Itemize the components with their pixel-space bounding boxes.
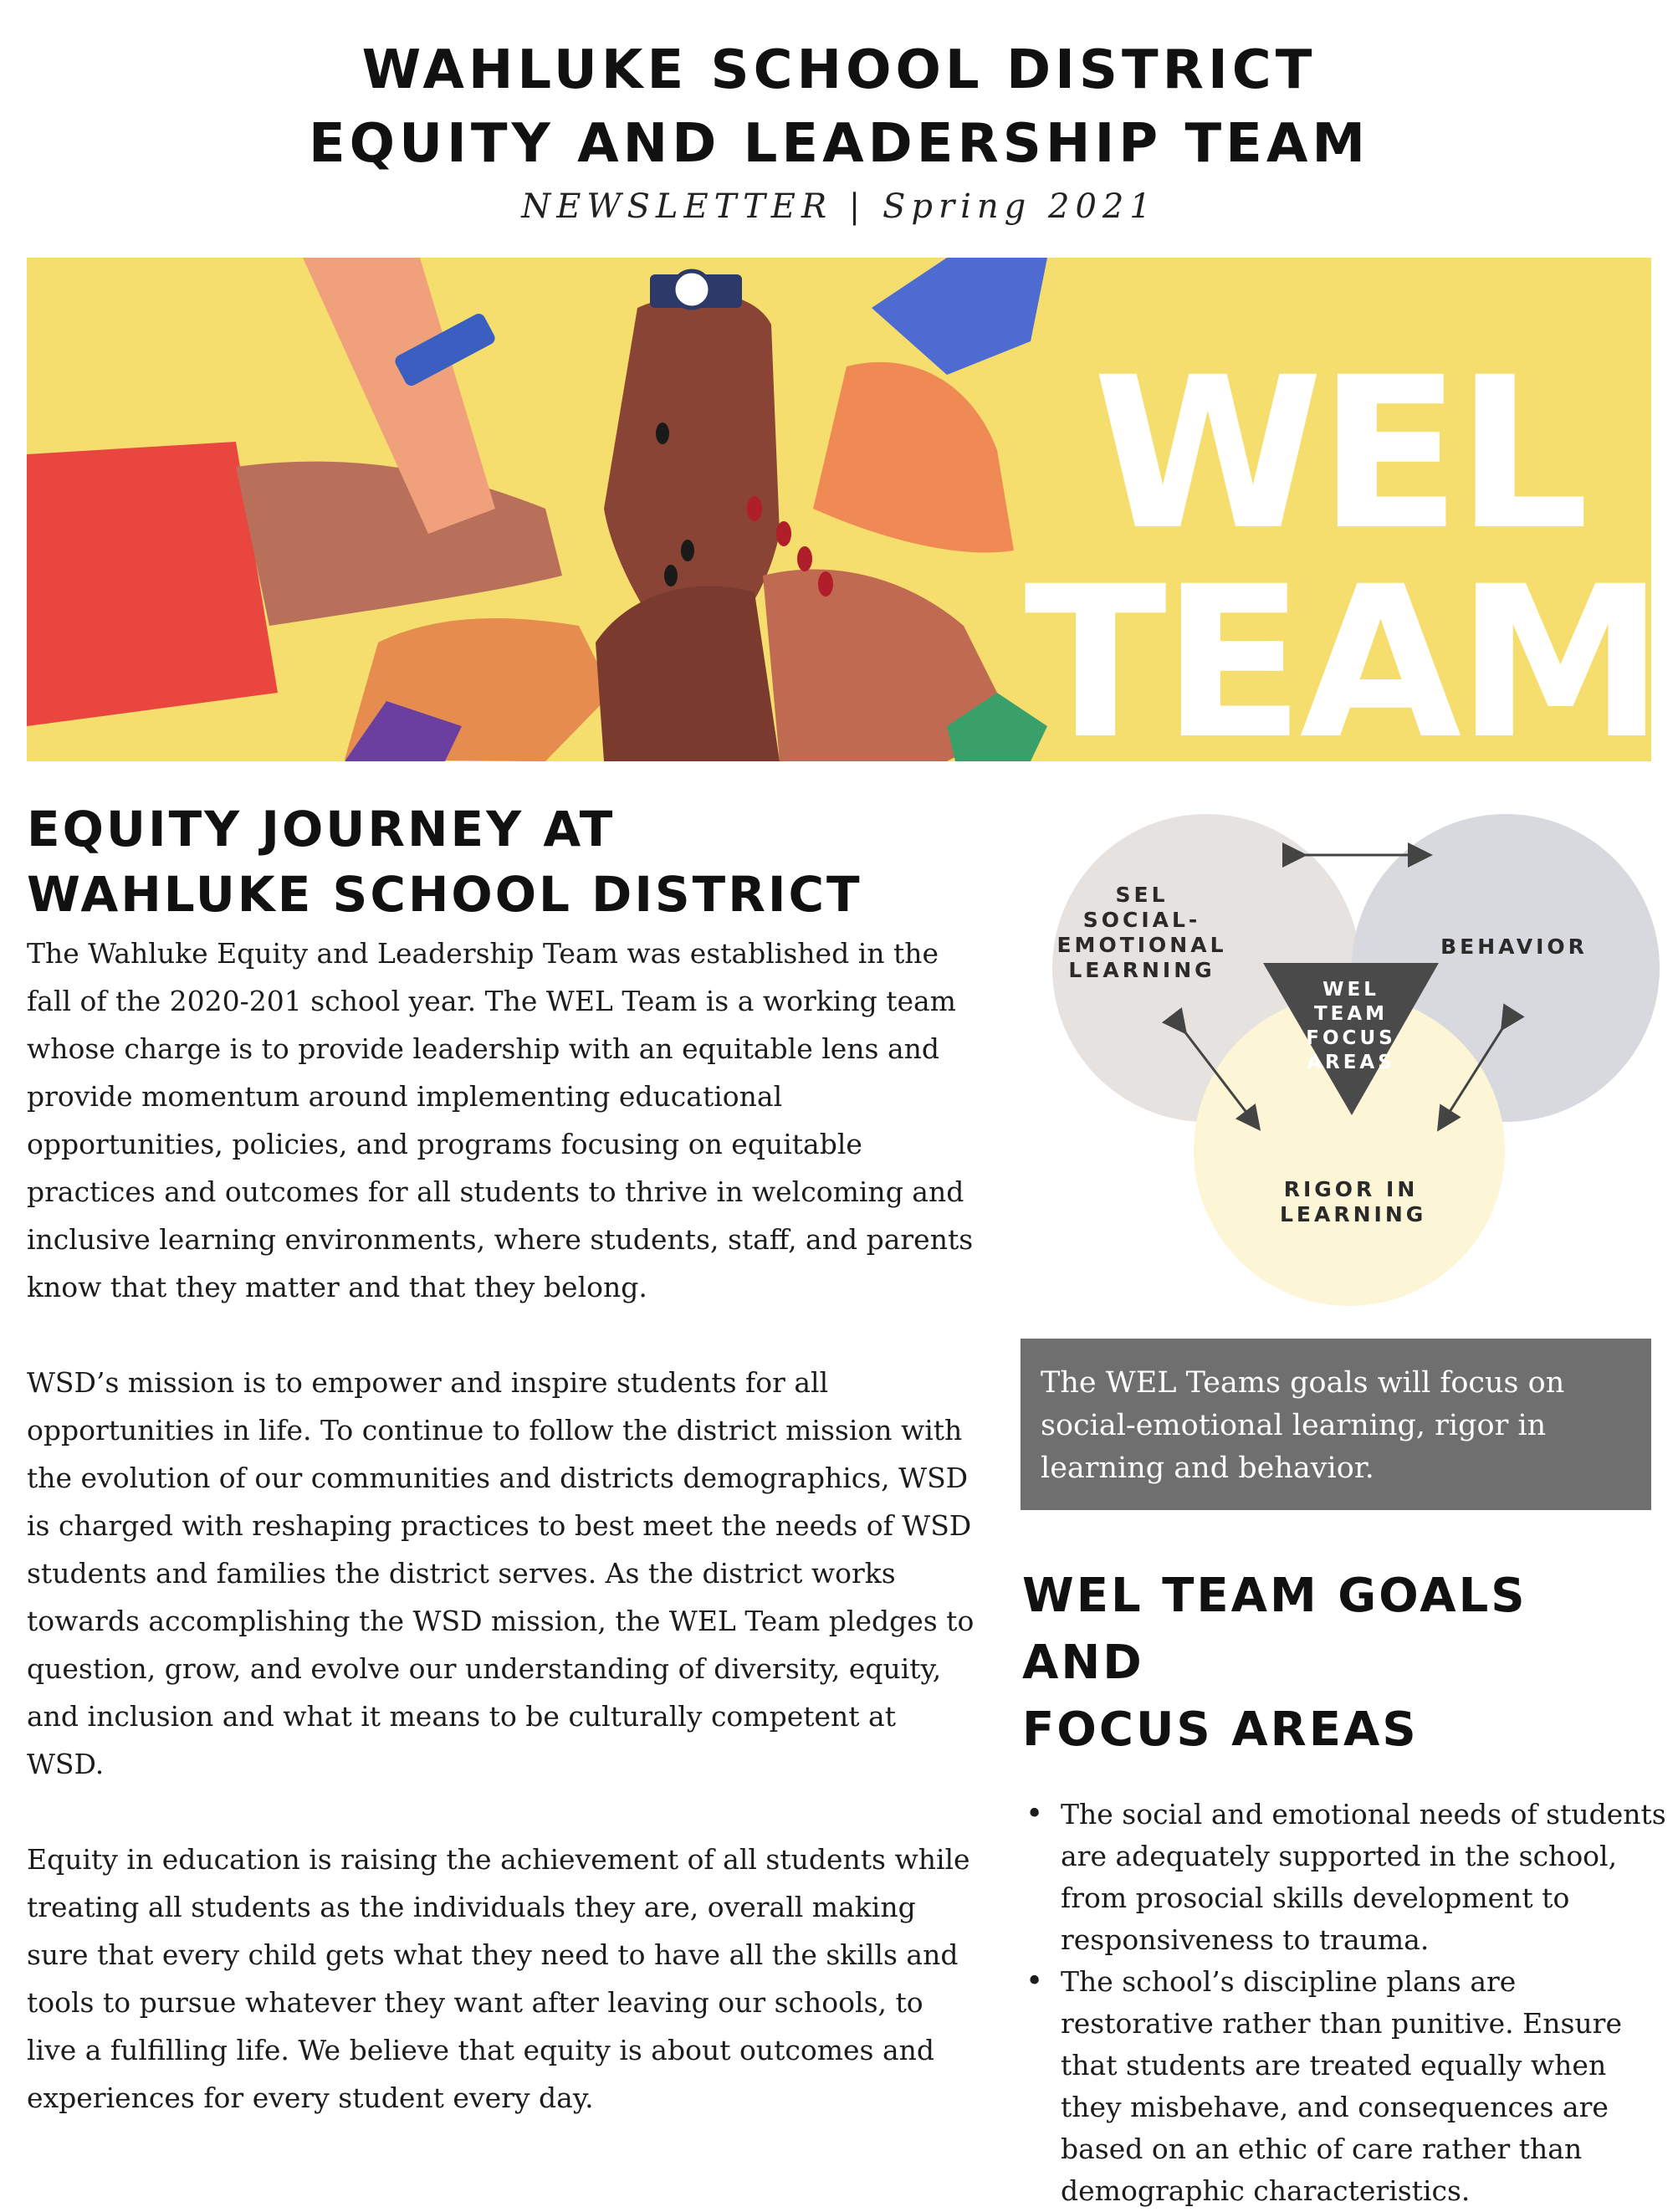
newsletter-header: [0, 33, 1678, 226]
goal-item-discipline: • The school’s discipline plans are restorative rather than punitive. Ensure that students are treated equally when they misbehave, and consequences are based on an ethic of care rather than demographic characteristics.: [1022, 1961, 1666, 2212]
center-label: WEL TEAM FOCUS AREAS: [1306, 979, 1396, 1073]
banner-word-team: TEAM: [1024, 541, 1660, 785]
sel-label: SEL SOCIAL- EMOTIONAL LEARNING: [1056, 883, 1227, 982]
caption-text: The WEL Teams goals will focus on social-emotional learning, rigor in learning and behavior.: [1041, 1366, 1565, 1485]
rigor-label: RIGOR IN LEARNING: [1280, 1177, 1427, 1226]
newsletter-subtitle: NEWSLETTER | Spring 2021: [521, 187, 1157, 226]
goal-item-sel: • The social and emotional needs of students are adequately supported in the school, from prosocial skills development to responsiveness to trauma.: [1022, 1794, 1666, 1961]
section-heading-line2: WAHLUKE SCHOOL DISTRICT: [27, 866, 862, 923]
section-heading-line1: EQUITY JOURNEY AT: [27, 801, 616, 858]
paragraph-equity-definition: Equity in education is raising the achievement of all students while treating all students as the individuals they are, overall making sure that every child gets what they need to have all the skills and tools to pursue whatever they want after leaving our schools, to live a fulfilling life. We believe that equity is about outcomes and experiences for every student every day.: [27, 1843, 970, 2114]
hero-banner: [27, 258, 1660, 785]
goals-section: [1022, 1563, 1666, 2212]
district-title: WAHLUKE SCHOOL DISTRICT: [361, 39, 1317, 101]
behavior-label: BEHAVIOR: [1440, 934, 1588, 959]
focus-areas-diagram: [1021, 807, 1651, 1313]
banner-word-wel: WEL: [1092, 332, 1584, 576]
goals-list: [1022, 1794, 1666, 2212]
goals-heading-line2: FOCUS AREAS: [1022, 1703, 1419, 1757]
equity-journey-section: [27, 799, 980, 2122]
goals-heading-line1: WEL TEAM GOALS AND: [1022, 1569, 1527, 1690]
team-title: EQUITY AND LEADERSHIP TEAM: [308, 113, 1370, 175]
paragraph-establishment: The Wahluke Equity and Leadership Team was established in the fall of the 2020-201 school year. The WEL Team is a working team whose charge is to provide leadership with an equitable lens and provide momentum around implementing educational opportunities, policies, and programs focusing on equitable practices and outcomes for all students to thrive in welcoming and inclusive learning environments, where students, staff, and parents know that they matter and that they belong.: [27, 937, 974, 1303]
diagram-caption: [1021, 1339, 1651, 1510]
paragraph-mission: WSD’s mission is to empower and inspire students for all opportunities in life. To continue to follow the district mission with the evolution of our communities and districts demographics, WSD is charged with reshaping practices to best meet the needs of WSD students and families the district serves. As the district works towards accomplishing the WSD mission, the WEL Team pledges to question, grow, and evolve our understanding of diversity, equity, and inclusion and what it means to be culturally competent at WSD.: [27, 1366, 975, 1780]
